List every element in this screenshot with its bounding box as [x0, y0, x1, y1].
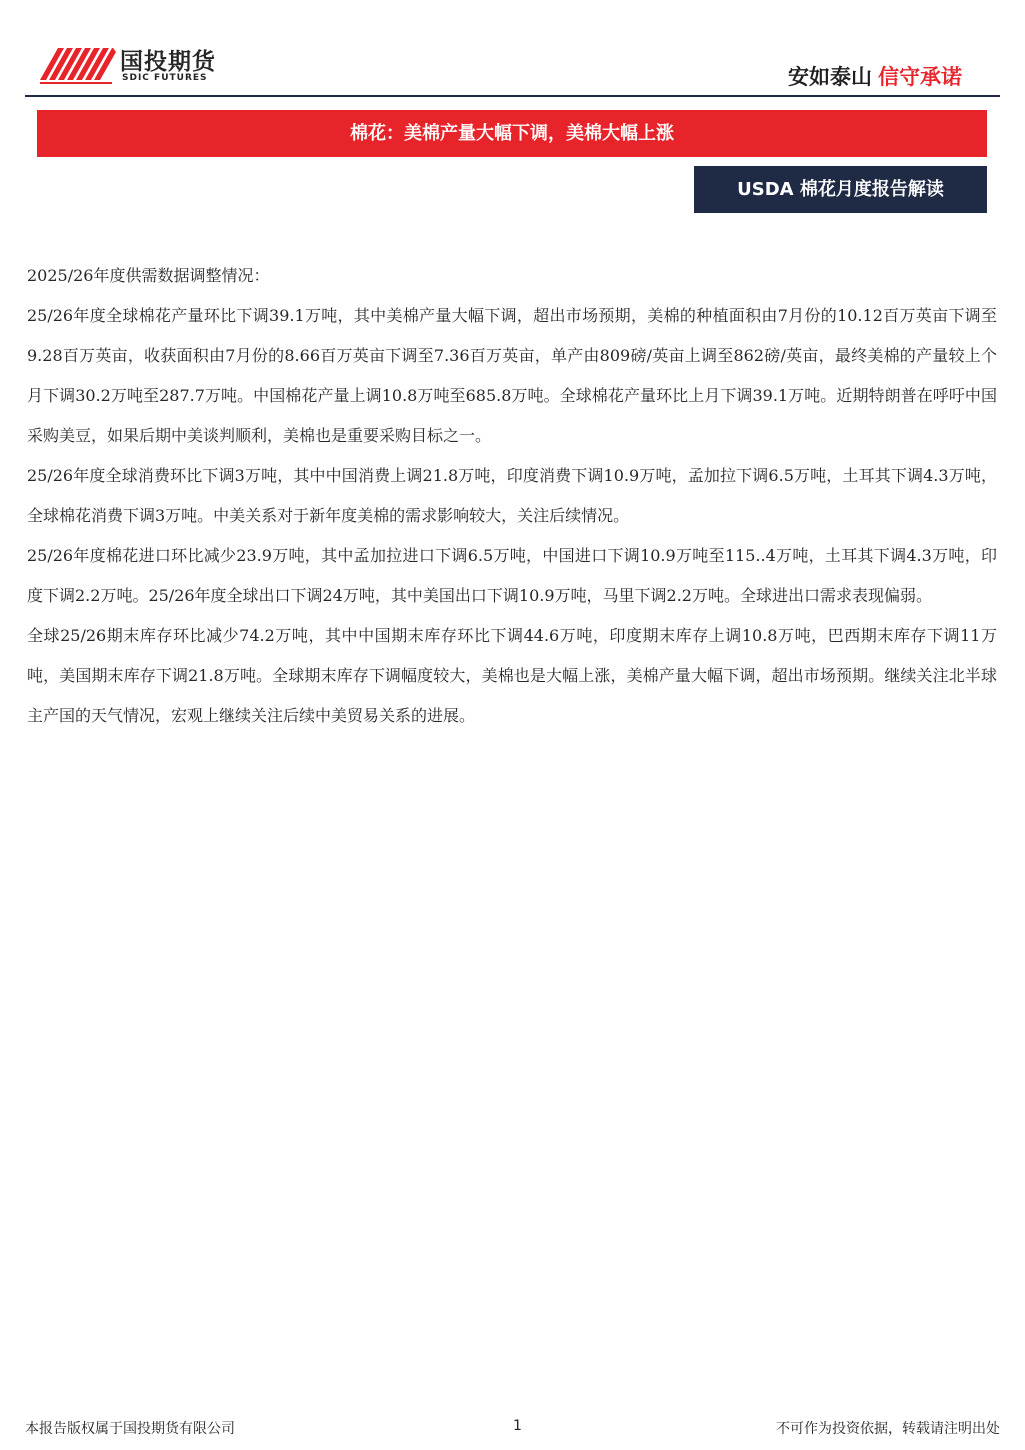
- page-header: [25, 36, 1000, 96]
- paragraph-trade: 25/26年度棉花进口环比减少23.9万吨，其中孟加拉进口下调6.5万吨，中国进口下调10.9万吨至115..4万吨，土耳其下调4.3万吨，印度下调2.2万吨。25/26年度全球出口下调24万吨，其中美国出口下调10.9万吨，马里下调2.2万吨。全球进出口需求表现偏弱。: [27, 546, 997, 605]
- page-footer: [25, 1418, 1000, 1440]
- header-divider: [25, 95, 1000, 97]
- footer-copyright: 本报告版权属于国投期货有限公司: [25, 1421, 235, 1437]
- section-heading: 2025/26年度供需数据调整情况：: [27, 266, 270, 285]
- report-subtitle-box: USDA 棉花月度报告解读: [694, 166, 987, 213]
- footer-disclaimer: 不可作为投资依据，转载请注明出处: [776, 1421, 1000, 1437]
- page-number: 1: [513, 1418, 522, 1434]
- paragraph-consumption: 25/26年度全球消费环比下调3万吨，其中中国消费上调21.8万吨，印度消费下调10.9万吨，孟加拉下调6.5万吨，土耳其下调4.3万吨，全球棉花消费下调3万吨。中美关系对于新年度美棉的需求影响较大，关注后续情况。: [27, 466, 997, 525]
- sdic-stripes-logo-icon: [40, 42, 118, 84]
- slogan-part-2: 信守承诺: [878, 65, 962, 89]
- logo-name-cn: 国投期货: [120, 49, 216, 75]
- header-slogan: [788, 61, 962, 91]
- paragraph-production: 25/26年度全球棉花产量环比下调39.1万吨，其中美棉产量大幅下调，超出市场预期，美棉的种植面积由7月份的10.12百万英亩下调至9.28百万英亩，收获面积由7月份的8.66百万英亩下调至7.36百万英亩，单产由809磅/英亩上调至862磅/英亩，最终美棉的产量较上个月下调30.2万吨至287.7万吨。中国棉花产量上调10.8万吨至685.8万吨。全球棉花产量环比上月下调39.1万吨。近期特朗普在呼吁中国采购美豆，如果后期中美谈判顺利，美棉也是重要采购目标之一。: [27, 306, 997, 445]
- report-title-bar: 棉花：美棉产量大幅下调，美棉大幅上涨: [37, 110, 987, 157]
- logo-name-en: SDIC FUTURES: [122, 73, 208, 83]
- slogan-part-1: 安如泰山: [788, 65, 872, 89]
- company-logo: [40, 42, 240, 84]
- paragraph-ending-stocks: 全球25/26期末库存环比减少74.2万吨，其中中国期末库存环比下调44.6万吨，印度期末库存上调10.8万吨，巴西期末库存下调11万吨，美国期末库存下调21.8万吨。全球期末库存下调幅度较大，美棉也是大幅上涨，美棉产量大幅下调，超出市场预期。继续关注北半球主产国的天气情况，宏观上继续关注后续中美贸易关系的进展。: [27, 626, 997, 725]
- report-body: [27, 256, 997, 736]
